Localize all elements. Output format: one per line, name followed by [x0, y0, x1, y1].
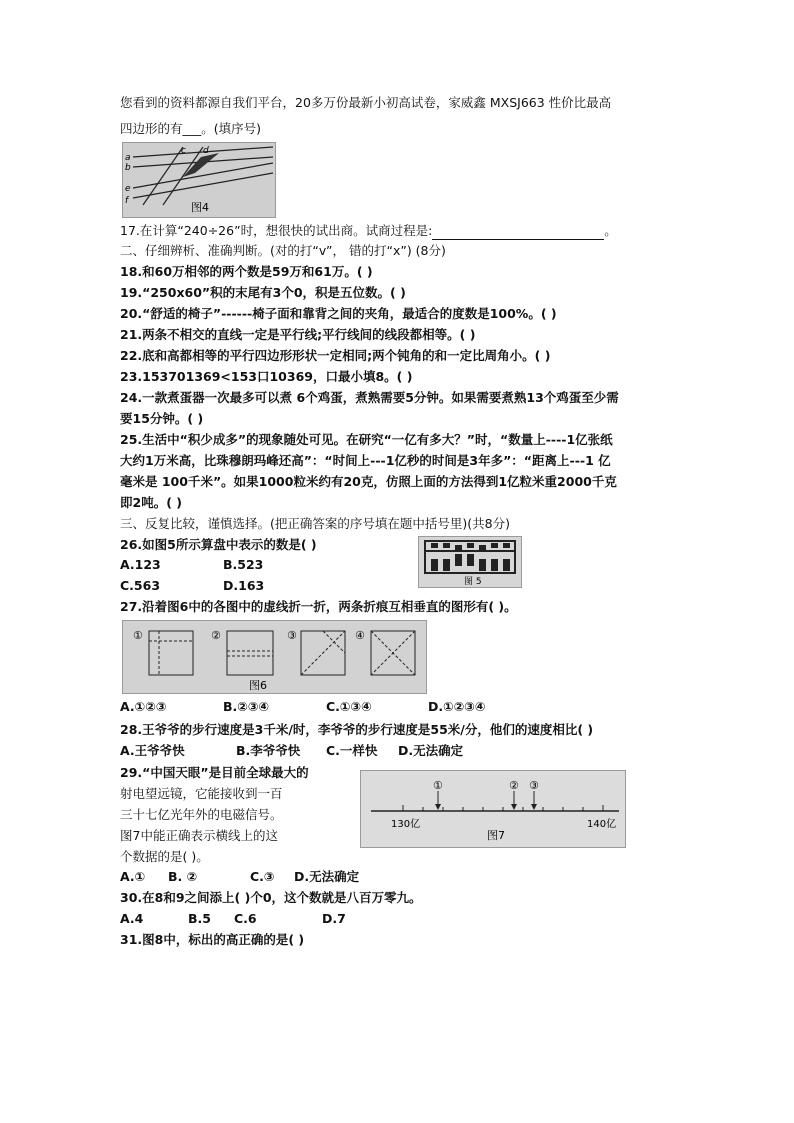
figure-6-drawing	[123, 621, 426, 693]
label-140yi: 140亿	[587, 819, 617, 830]
label-b: b	[125, 163, 131, 173]
q30-option-a: A.4	[120, 911, 144, 926]
fig6-label-1: ①	[133, 629, 143, 642]
q28-option-b: B.李爷爷快	[236, 743, 301, 758]
q27: 27.沿着图6中的各图中的虚线折一折，两条折痕互相垂直的图形有( )。	[120, 599, 517, 614]
q29-line1: 29.“中国天眼”是目前全球最大的	[120, 765, 309, 780]
q17-end: 。	[604, 223, 617, 238]
q22: 22.底和高都相等的平行四边形形状一定相同;两个钝角的和一定比周角小。( )	[120, 348, 551, 363]
figure-6	[122, 620, 427, 694]
q29-line5: 个数据的是( )。	[120, 849, 209, 864]
marker-2: ②	[509, 779, 519, 792]
number-line-drawing	[361, 771, 625, 847]
figure-6-caption: 图6	[249, 679, 267, 692]
q28-option-c: C.一样快	[326, 743, 378, 758]
fig6-label-3: ③	[287, 629, 297, 642]
q26: 26.如图5所示算盘中表示的数是( )	[120, 537, 317, 552]
q27-option-d: D.①②③④	[428, 699, 486, 714]
q28-option-a: A.王爷爷快	[120, 743, 185, 758]
q31: 31.图8中，标出的高正确的是( )	[120, 932, 305, 947]
q30: 30.在8和9之间添上( )个0，这个数就是八百万零九。	[120, 890, 422, 905]
q24-line1: 24.一款煮蛋器一次最多可以煮 6个鸡蛋，煮熟需要5分钟。如果需要煮熟13个鸡蛋至少需	[120, 390, 619, 405]
q24-line2: 要15分钟。( )	[120, 411, 204, 426]
quadrilateral-question: 四边形的有___。(填序号)	[120, 121, 262, 136]
header-line: 您看到的资料都源自我们平台，20多万份最新小初高试卷，家威鑫 MXSJ663 性价比最高	[120, 95, 612, 110]
q30-option-b: B.5	[188, 911, 211, 926]
marker-1: ①	[433, 779, 443, 792]
fig6-label-4: ④	[355, 629, 365, 642]
section-2-title: 二、仔细辨析、准确判断。(对的打“v”， 错的打“x”) (8分)	[120, 243, 446, 258]
q28-option-d: D.无法确定	[398, 743, 464, 758]
q17	[120, 222, 617, 240]
label-f: f	[125, 196, 129, 206]
q20: 20.“舒适的椅子”------椅子面和靠背之间的夹角，最适合的度数是100%。( )	[120, 306, 557, 321]
q26-option-a: A.123	[120, 557, 161, 572]
q21: 21.两条不相交的直线一定是平行线;平行线间的线段都相等。( )	[120, 327, 476, 342]
label-e: e	[125, 184, 131, 194]
q29-line4: 图7中能正确表示横线上的这	[120, 828, 278, 843]
q27-option-c: C.①③④	[326, 699, 372, 714]
q23: 23.153701369<153口10369，口最小填8。( )	[120, 369, 413, 384]
q26-option-b: B.523	[223, 557, 264, 572]
figure-4-caption: 图4	[191, 201, 209, 214]
figure-5-caption: 图 5	[464, 577, 482, 587]
q29-line3: 三十七亿光年外的电磁信号。	[120, 807, 283, 822]
label-a: a	[125, 153, 131, 163]
q30-option-c: C.6	[234, 911, 257, 926]
q19: 19.“250x60”积的末尾有3个0，积是五位数。( )	[120, 285, 406, 300]
q29-line2: 射电望远镜，它能接收到一百	[120, 786, 283, 801]
abacus-drawing	[419, 537, 521, 587]
q27-option-b: B.②③④	[223, 699, 270, 714]
q29-option-b: B. ②	[168, 869, 198, 884]
section-3-title: 三、反复比较，谨慎选择。(把正确答案的序号填在题中括号里)(共8分)	[120, 516, 510, 531]
q25-line1: 25.生活中“积少成多”的现象随处可见。在研究“一亿有多大？”时，“数量上----1亿张纸	[120, 432, 613, 447]
fig6-label-2: ②	[211, 629, 221, 642]
q18: 18.和60万相邻的两个数是59万和61万。( )	[120, 264, 373, 279]
q26-option-d: D.163	[223, 578, 265, 593]
label-d: d	[203, 146, 209, 156]
q26-option-c: C.563	[120, 578, 161, 593]
figure-7-number-line	[360, 770, 626, 848]
figure-7-caption: 图7	[487, 829, 505, 842]
figure-5-abacus	[418, 536, 522, 588]
figure-4-lines	[123, 143, 275, 217]
label-130yi: 130亿	[391, 819, 421, 830]
q30-option-d: D.7	[322, 911, 346, 926]
q29-option-c: C.③	[250, 869, 275, 884]
q25-line2: 大约1万米高，比珠穆朗玛峰还高”：“时间上---1亿秒的时间是3年多”：“距离上---1 亿	[120, 453, 611, 468]
q27-option-a: A.①②③	[120, 699, 167, 714]
marker-3: ③	[529, 779, 539, 792]
figure-4	[122, 142, 276, 218]
q17-text: 17.在计算“240÷26”时，想很快的试出商。试商过程是:	[120, 223, 433, 238]
q29-option-d: D.无法确定	[294, 869, 360, 884]
q28: 28.王爷爷的步行速度是3千米/时，李爷爷的步行速度是55米/分，他们的速度相比( )	[120, 722, 594, 737]
q17-blank	[432, 239, 604, 240]
label-c: c	[181, 146, 186, 156]
q25-line4: 即2吨。( )	[120, 495, 182, 510]
q29-option-a: A.①	[120, 869, 146, 884]
q25-line3: 毫米是 100千米”。如果1000粒米约有20克，仿照上面的方法得到1亿粒米重2000千克	[120, 474, 617, 489]
